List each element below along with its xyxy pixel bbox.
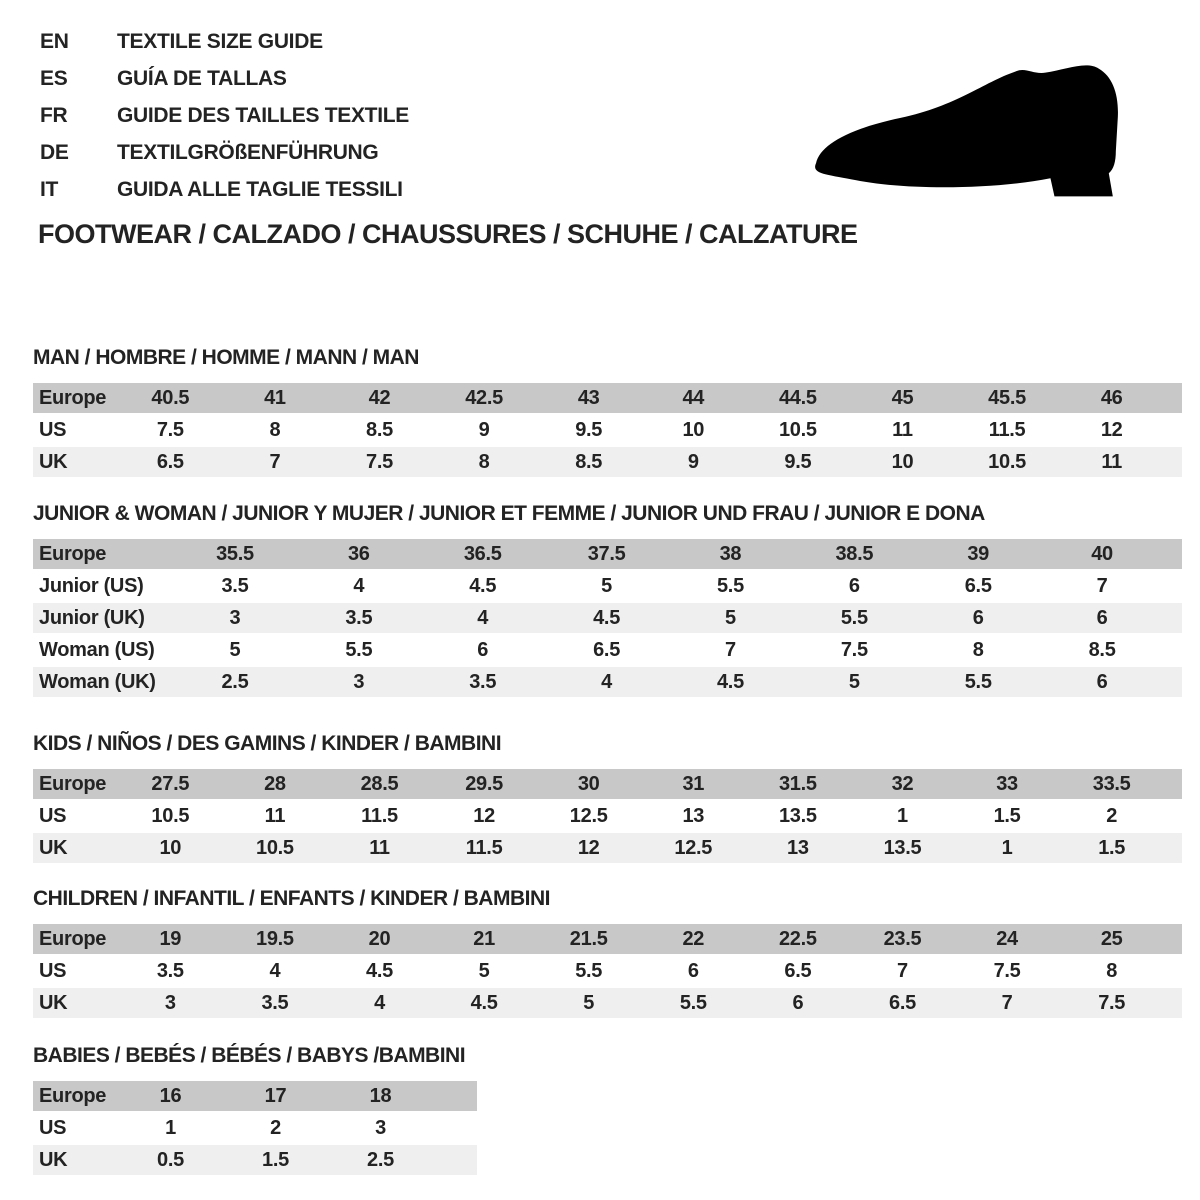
size-value: 19	[159, 927, 182, 950]
size-value: 1	[897, 804, 908, 827]
size-value: 6	[848, 574, 860, 597]
size-value: 12	[473, 804, 495, 827]
size-value: 6	[792, 991, 804, 1014]
size-table-section-children	[33, 886, 1182, 1020]
size-table	[33, 1081, 477, 1175]
size-value: 9	[478, 418, 490, 441]
size-row	[33, 956, 1182, 986]
size-value: 12	[1100, 418, 1123, 441]
region-label: UK	[39, 1148, 68, 1171]
size-value: 6	[972, 606, 984, 629]
size-value: 38.5	[835, 542, 874, 565]
size-value: 5.5	[716, 574, 744, 597]
size-value: 4.5	[716, 670, 744, 693]
size-value: 5.5	[964, 670, 992, 693]
language-title: GUIDA ALLE TAGLIE TESSILI	[117, 178, 403, 201]
language-title: GUÍA DE TALLAS	[117, 67, 287, 90]
size-value: 23.5	[883, 927, 922, 950]
size-value: 3	[229, 606, 241, 629]
size-value: 3.5	[156, 959, 184, 982]
size-value: 7.5	[156, 418, 184, 441]
size-row	[33, 1145, 477, 1175]
size-value: 13	[682, 804, 705, 827]
size-value: 25	[1100, 927, 1123, 950]
size-value: 31.5	[778, 772, 817, 795]
size-value: 4.5	[366, 959, 393, 982]
size-table-section-man	[33, 345, 1182, 479]
size-row-europe	[33, 383, 1182, 413]
size-value: 8	[269, 418, 281, 441]
size-value: 0.5	[157, 1148, 184, 1171]
size-value: 1	[1001, 836, 1013, 859]
language-row	[40, 134, 409, 171]
size-row	[33, 988, 1182, 1018]
size-value: 12.5	[569, 804, 608, 827]
size-value: 24	[996, 927, 1018, 950]
size-row	[33, 415, 1182, 445]
size-value: 20	[368, 927, 391, 950]
size-value: 21	[473, 927, 495, 950]
size-value: 13	[787, 836, 809, 859]
size-value: 11	[369, 836, 390, 859]
region-label: Europe	[39, 927, 107, 950]
region-label: Junior (UK)	[39, 606, 145, 629]
region-label: UK	[39, 450, 68, 473]
size-value: 3	[353, 670, 365, 693]
size-value: 46	[1100, 386, 1123, 409]
size-row	[33, 667, 1182, 697]
size-value: 6	[687, 959, 699, 982]
region-label: Woman (UK)	[39, 670, 156, 693]
size-value: 5.5	[345, 638, 373, 661]
language-title: GUIDE DES TAILLES TEXTILE	[117, 104, 409, 127]
size-table-section-kids	[33, 731, 1182, 865]
size-value: 2.5	[221, 670, 249, 693]
size-value: 5.5	[840, 606, 868, 629]
size-value: 7	[1001, 991, 1013, 1014]
size-row-europe	[33, 539, 1182, 569]
size-value: 7.5	[840, 638, 868, 661]
size-value: 37.5	[587, 542, 626, 565]
size-value: 10	[891, 450, 914, 473]
size-value: 11.5	[465, 836, 503, 859]
size-value: 5	[583, 991, 595, 1014]
size-value: 2	[270, 1116, 281, 1139]
size-value: 5	[848, 670, 860, 693]
size-value: 3.5	[221, 574, 249, 597]
size-value: 44	[682, 386, 705, 409]
size-value: 5	[601, 574, 612, 597]
size-value: 45	[891, 386, 914, 409]
size-row	[33, 603, 1182, 633]
size-value: 45.5	[988, 386, 1026, 409]
size-value: 1	[165, 1116, 176, 1139]
size-value: 32	[891, 772, 914, 795]
size-value: 6.5	[964, 574, 992, 597]
size-value: 38	[719, 542, 742, 565]
size-value: 6	[1096, 670, 1108, 693]
size-table-title: MAN / HOMBRE / HOMME / MANN / MAN	[33, 346, 419, 369]
size-value: 13.5	[778, 804, 817, 827]
size-value: 4.5	[470, 991, 498, 1014]
size-value: 6	[477, 638, 489, 661]
category-heading: FOOTWEAR / CALZADO / CHAUSSURES / SCHUHE / CALZATURE	[38, 219, 858, 249]
size-value: 5	[229, 638, 241, 661]
size-value: 10.5	[778, 418, 817, 441]
size-row	[33, 571, 1182, 601]
size-value: 5	[478, 959, 490, 982]
size-row-europe	[33, 769, 1182, 799]
region-label: Europe	[39, 772, 107, 795]
size-row	[33, 1113, 477, 1143]
size-value: 11	[892, 418, 913, 441]
size-value: 1.5	[262, 1148, 289, 1171]
size-value: 4	[601, 670, 612, 693]
size-value: 19.5	[256, 927, 294, 950]
size-value: 6.5	[784, 959, 812, 982]
size-table-section-junior-woman	[33, 501, 1182, 699]
size-value: 40.5	[151, 386, 190, 409]
region-label: US	[39, 959, 67, 982]
language-code: IT	[40, 178, 59, 201]
size-table-title: JUNIOR & WOMAN / JUNIOR Y MUJER / JUNIOR ET FEMME / JUNIOR UND FRAU / JUNIOR E DONA	[33, 502, 985, 525]
size-value: 6.5	[593, 638, 621, 661]
size-value: 8.5	[1088, 638, 1116, 661]
size-value: 28.5	[360, 772, 399, 795]
size-value: 11	[1101, 450, 1122, 473]
size-table-section-babies	[33, 1043, 477, 1177]
size-value: 33.5	[1092, 772, 1131, 795]
size-value: 10.5	[151, 804, 190, 827]
size-value: 3	[375, 1116, 386, 1139]
size-table	[33, 769, 1182, 863]
size-value: 30	[577, 772, 600, 795]
size-row	[33, 635, 1182, 665]
size-value: 8	[972, 638, 984, 661]
size-row	[33, 833, 1182, 863]
size-value: 22.5	[778, 927, 817, 950]
language-code: FR	[40, 104, 68, 127]
region-label: US	[39, 1116, 67, 1139]
size-value: 12	[577, 836, 600, 859]
region-label: Europe	[39, 1084, 107, 1107]
size-value: 5.5	[679, 991, 707, 1014]
size-value: 4	[353, 574, 365, 597]
region-label: UK	[39, 991, 68, 1014]
region-label: Europe	[39, 542, 107, 565]
language-title: TEXTILE SIZE GUIDE	[117, 30, 323, 53]
size-value: 9.5	[784, 450, 812, 473]
size-value: 8	[478, 450, 490, 473]
size-value: 2.5	[367, 1148, 394, 1171]
language-row	[40, 97, 409, 134]
size-value: 7.5	[993, 959, 1021, 982]
size-value: 28	[264, 772, 286, 795]
size-value: 3.5	[469, 670, 497, 693]
size-value: 16	[159, 1084, 182, 1107]
region-label: US	[39, 418, 67, 441]
size-value: 8.5	[575, 450, 603, 473]
language-code: ES	[40, 67, 68, 90]
size-value: 42	[368, 386, 391, 409]
language-code: EN	[40, 30, 69, 53]
size-value: 11.5	[361, 804, 398, 827]
size-value: 7.5	[366, 450, 393, 473]
size-value: 43	[577, 386, 600, 409]
size-table-title: KIDS / NIÑOS / DES GAMINS / KINDER / BAMBINI	[33, 732, 502, 755]
region-label: Europe	[39, 386, 107, 409]
size-value: 17	[264, 1084, 287, 1107]
shoe-icon	[806, 58, 1144, 210]
size-table	[33, 539, 1182, 697]
size-value: 4.5	[593, 606, 621, 629]
size-value: 6.5	[156, 450, 184, 473]
size-value: 5	[725, 606, 736, 629]
size-value: 3.5	[261, 991, 289, 1014]
size-table-title: CHILDREN / INFANTIL / ENFANTS / KINDER / BAMBINI	[33, 887, 550, 910]
size-value: 8	[1106, 959, 1118, 982]
size-value: 18	[369, 1084, 392, 1107]
size-value: 5.5	[575, 959, 603, 982]
size-value: 7	[1096, 574, 1108, 597]
size-value: 22	[682, 927, 705, 950]
size-value: 35.5	[216, 542, 254, 565]
size-value: 3.5	[345, 606, 373, 629]
size-value: 13.5	[883, 836, 922, 859]
size-row-europe	[33, 924, 1182, 954]
language-title: TEXTILGRÖßENFÜHRUNG	[117, 141, 379, 164]
size-value: 21.5	[569, 927, 608, 950]
size-row	[33, 801, 1182, 831]
size-value: 9	[687, 450, 699, 473]
language-row	[40, 60, 409, 97]
size-value: 3	[164, 991, 176, 1014]
region-label: UK	[39, 836, 68, 859]
size-value: 39	[967, 542, 990, 565]
size-value: 9.5	[575, 418, 603, 441]
size-value: 4	[477, 606, 489, 629]
size-table-title: BABIES / BEBÉS / BÉBÉS / BABYS /BAMBINI	[33, 1044, 466, 1067]
size-value: 36.5	[463, 542, 502, 565]
size-value: 7	[725, 638, 736, 661]
size-value: 4.5	[469, 574, 497, 597]
size-value: 42.5	[465, 386, 503, 409]
size-value: 1.5	[1098, 836, 1126, 859]
region-label: Junior (US)	[39, 574, 144, 597]
size-value: 10	[159, 836, 182, 859]
size-value: 33	[996, 772, 1018, 795]
size-value: 7.5	[1098, 991, 1126, 1014]
size-value: 11	[264, 804, 286, 827]
size-row	[33, 447, 1182, 477]
size-value: 29.5	[465, 772, 503, 795]
language-row	[40, 23, 409, 60]
size-value: 10.5	[256, 836, 294, 859]
size-value: 6	[1096, 606, 1108, 629]
size-value: 44.5	[778, 386, 817, 409]
size-value: 7	[897, 959, 908, 982]
size-value: 41	[264, 386, 286, 409]
size-value: 8.5	[366, 418, 393, 441]
size-value: 4	[269, 959, 281, 982]
size-value: 27.5	[151, 772, 190, 795]
size-row-europe	[33, 1081, 477, 1111]
size-value: 11.5	[988, 418, 1026, 441]
size-value: 36	[347, 542, 370, 565]
size-table	[33, 924, 1182, 1018]
region-label: Woman (US)	[39, 638, 155, 661]
size-value: 10	[682, 418, 705, 441]
size-table	[33, 383, 1182, 477]
size-value: 10.5	[988, 450, 1026, 473]
size-value: 6.5	[889, 991, 916, 1014]
size-value: 4	[374, 991, 385, 1014]
language-code: DE	[40, 141, 69, 164]
size-value: 7	[269, 450, 281, 473]
size-value: 2	[1106, 804, 1118, 827]
region-label: US	[39, 804, 67, 827]
language-row	[40, 171, 409, 208]
size-value: 40	[1091, 542, 1113, 565]
language-title-list	[40, 23, 409, 208]
size-value: 31	[682, 772, 705, 795]
size-value: 1.5	[993, 804, 1021, 827]
size-value: 12.5	[674, 836, 713, 859]
